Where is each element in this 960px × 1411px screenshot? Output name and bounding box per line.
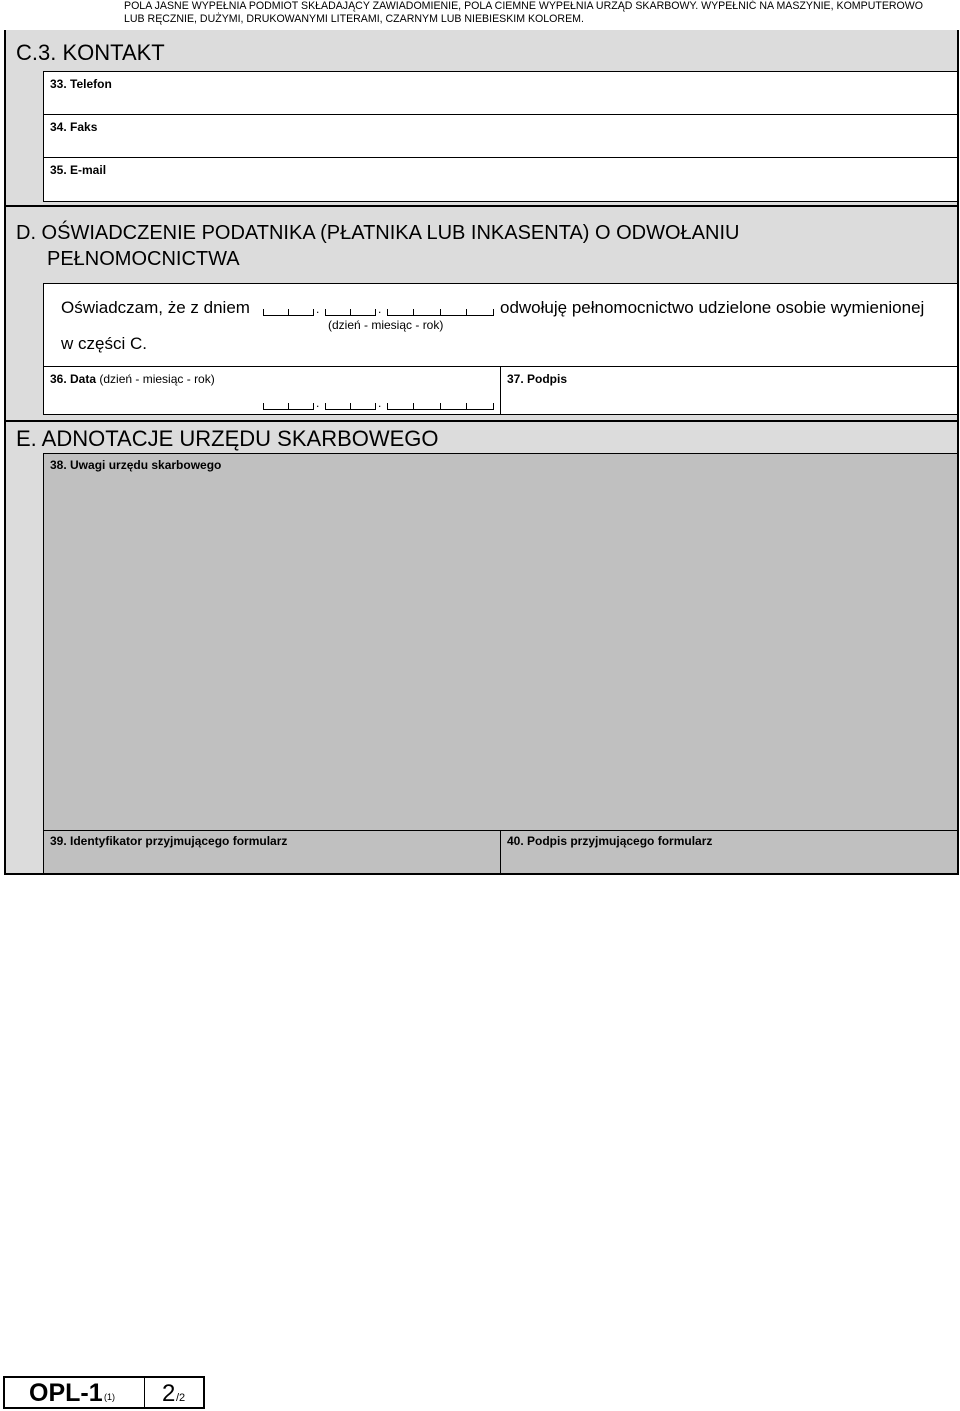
fax-field[interactable] — [43, 114, 957, 157]
receiver-id-field — [43, 830, 500, 873]
form-instructions — [124, 0, 954, 26]
tax-office-notes-field — [43, 453, 957, 830]
declaration-start-text: Oświadczam, że z dniem — [61, 298, 250, 317]
receiver-signature-field — [500, 830, 957, 873]
page-number: 2 — [162, 1380, 176, 1407]
section-d-title-line-2: PEŁNOMOCNICTWA — [47, 248, 240, 270]
date-field-36-number: 36. Data — [50, 372, 97, 386]
section-c3-title: C.3. KONTAKT — [16, 40, 165, 65]
form-version: (1) — [104, 1392, 115, 1402]
footer-box — [3, 1376, 205, 1409]
receiver-id-label: 39. Identyfikator przyjmującego formularz — [50, 834, 288, 848]
declaration-box — [43, 283, 957, 366]
receiver-signature-label: 40. Podpis przyjmującego formularz — [507, 834, 713, 848]
form-code: OPL-1 — [29, 1379, 103, 1407]
date-field-36-hint: (dzień - miesiąc - rok) — [99, 372, 215, 386]
fax-field-label: 34. Faks — [50, 120, 98, 134]
instructions-line-2: LUB RĘCZNIE, DUŻYMI, DRUKOWANYMI LITERAMI, CZARNYM LUB NIEBIESKIM KOLOREM. — [124, 13, 584, 25]
declaration-date-input[interactable]: . . — [263, 306, 495, 316]
declaration-date-hint: (dzień - miesiąc - rok) — [328, 318, 444, 332]
phone-field[interactable] — [43, 71, 957, 114]
form-code-cell — [5, 1378, 145, 1407]
section-d-title — [16, 220, 739, 272]
signature-field-37-label: 37. Podpis — [507, 372, 568, 386]
date-field-36[interactable] — [43, 366, 500, 415]
date-field-36-boxes[interactable]: . . — [263, 400, 495, 410]
section-d-title-line-1: D. OŚWIADCZENIE PODATNIKA (PŁATNIKA LUB INKASENTA) O ODWOŁANIU — [16, 222, 740, 244]
date-field-36-label — [50, 372, 215, 386]
signature-field-37[interactable] — [500, 366, 957, 415]
declaration-end-text: odwołuję pełnomocnictwo udzielone osobie wymienionej — [500, 298, 925, 317]
page-total: /2 — [176, 1392, 186, 1404]
instructions-line-1: POLA JASNE WYPEŁNIA PODMIOT SKŁADAJĄCY ZAWIADOMIENIE, POLA CIEMNE WYPEŁNIA URZĄD SKARBOWY. WYPEŁNIĆ NA MASZYNIE, KOMPUTEROWO — [124, 0, 924, 12]
email-field[interactable] — [43, 157, 957, 202]
email-field-label: 35. E-mail — [50, 163, 107, 177]
section-e-title: E. ADNOTACJE URZĘDU SKARBOWEGO — [16, 426, 439, 451]
declaration-line-2: w części C. — [61, 334, 147, 353]
tax-office-notes-label: 38. Uwagi urzędu skarbowego — [50, 458, 222, 472]
phone-field-label: 33. Telefon — [50, 77, 112, 91]
